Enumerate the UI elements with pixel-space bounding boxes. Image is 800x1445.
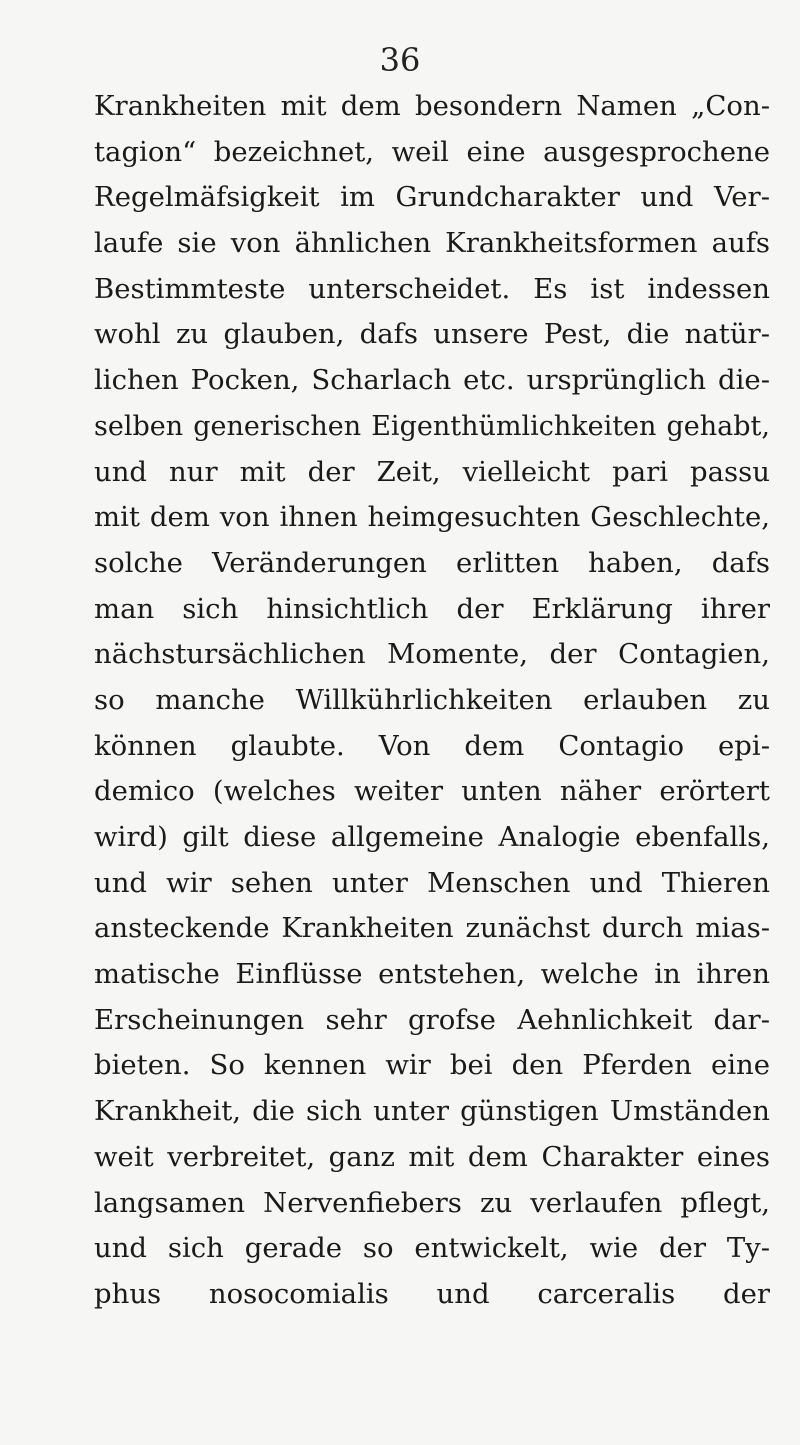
text-line: langsamen Nervenfiebers zu verlaufen pflegt, (94, 1186, 770, 1219)
text-line: lichen Pocken, Scharlach etc. ursprünglich die- (94, 364, 770, 397)
text-line: matische Einflüsse entstehen, welche in ihren (94, 958, 770, 991)
text-line: wird) gilt diese allgemeine Analogie ebenfalls, (94, 821, 770, 853)
text-line: weit verbreitet, ganz mit dem Charakter eines (94, 1140, 770, 1173)
text-line: man sich hinsichtlich der Erklärung ihrer (94, 592, 770, 625)
text-line: laufe sie von ähnlichen Krankheitsformen aufs (94, 227, 770, 260)
text-line: wohl zu glauben, dafs unsere Pest, die natür- (94, 318, 770, 351)
body-text (94, 84, 770, 1318)
text-line: Krankheit, die sich unter günstigen Umständen (94, 1095, 770, 1128)
text-line: Regelmäfsigkeit im Grundcharakter und Ver- (94, 181, 770, 214)
text-line: tagion“ bezeichnet, weil eine ausgesprochene (94, 135, 770, 168)
text-line: und wir sehen unter Menschen und Thieren (94, 866, 770, 899)
text-line: und nur mit der Zeit, vielleicht pari passu (94, 455, 770, 488)
text-line: Bestimmteste unterscheidet. Es ist indessen (94, 272, 770, 305)
text-line: selben generischen Eigenthümlichkeiten gehabt, (94, 410, 770, 442)
text-line: mit dem von ihnen heimgesuchten Geschlechte, (94, 501, 770, 534)
page-number: 36 (379, 41, 421, 79)
text-line: und sich gerade so entwickelt, wie der Ty- (94, 1232, 770, 1265)
text-line: phus nosocomialis und carceralis der (94, 1277, 770, 1310)
text-line: nächstursächlichen Momente, der Contagien, (94, 638, 770, 671)
text-line: können glaubte. Von dem Contagio epi- (94, 729, 770, 762)
text-line: ansteckende Krankheiten zunächst durch mias- (94, 912, 770, 945)
text-line: solche Veränderungen erlitten haben, dafs (94, 546, 770, 579)
text-line: demico (welches weiter unten näher erörtert (94, 775, 770, 808)
text-line: bieten. So kennen wir bei den Pferden eine (94, 1049, 770, 1082)
text-line: Erscheinungen sehr grofse Aehnlichkeit dar- (94, 1003, 770, 1036)
text-line: Krankheiten mit dem besondern Namen „Con- (94, 90, 770, 122)
text-line: so manche Willkührlichkeiten erlauben zu (94, 683, 770, 716)
